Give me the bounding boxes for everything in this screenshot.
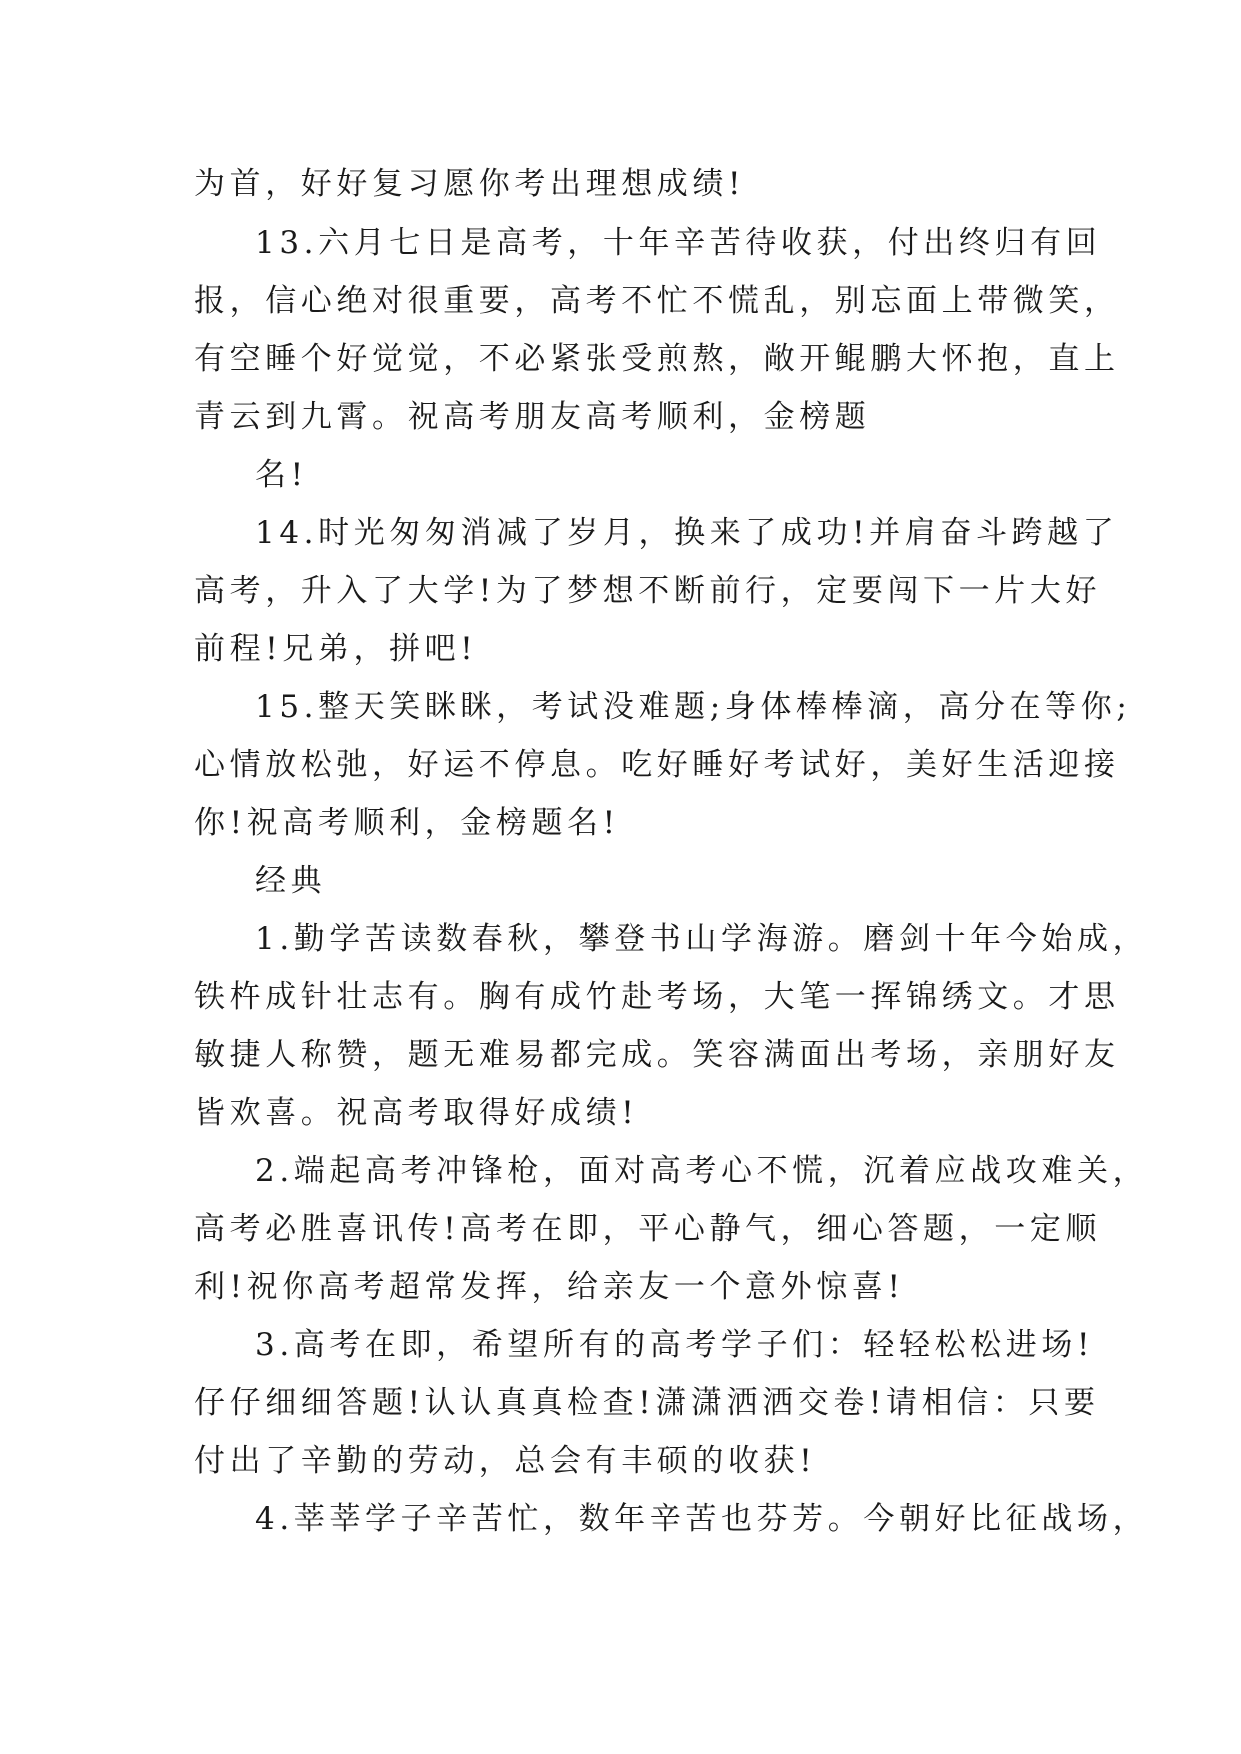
text-line: 高考，升入了大学!为了梦想不断前行，定要闯下一片大好 [194, 573, 1102, 609]
text-line: 为首，好好复习愿你考出理想成绩! [194, 166, 746, 202]
text-line: 前程!兄弟，拼吧! [194, 631, 478, 667]
text-line: 2.端起高考冲锋枪，面对高考心不慌，沉着应战攻难关， [255, 1153, 1149, 1189]
text-line: 4.莘莘学子辛苦忙，数年辛苦也芬芳。今朝好比征战场， [255, 1501, 1149, 1537]
text-line: 铁杵成针壮志有。胸有成竹赴考场，大笔一挥锦绣文。才思 [194, 979, 1120, 1015]
section-heading: 经典 [255, 863, 327, 899]
text-line: 报，信心绝对很重要，高考不忙不慌乱，别忘面上带微笑， [194, 283, 1120, 319]
text-line: 15.整天笑眯眯，考试没难题;身体棒棒滴，高分在等你; [255, 689, 1132, 725]
text-line: 1.勤学苦读数春秋，攀登书山学海游。磨剑十年今始成， [255, 921, 1149, 957]
text-line: 3.高考在即，希望所有的高考学子们：轻轻松松进场! [255, 1327, 1095, 1363]
text-line: 敏捷人称赞，题无难易都完成。笑容满面出考场，亲朋好友 [194, 1037, 1120, 1073]
text-line: 13.六月七日是高考，十年辛苦待收获，付出终归有回 [255, 225, 1102, 261]
text-line: 皆欢喜。祝高考取得好成绩! [194, 1095, 639, 1131]
text-line: 名! [255, 457, 308, 493]
text-line: 高考必胜喜讯传!高考在即，平心静气，细心答题，一定顺 [194, 1211, 1102, 1247]
text-line: 青云到九霄。祝高考朋友高考顺利，金榜题 [194, 399, 871, 435]
text-line: 你!祝高考顺利，金榜题名! [194, 805, 620, 841]
text-line: 14.时光匆匆消减了岁月，换来了成功!并肩奋斗跨越了 [255, 515, 1119, 551]
text-line: 有空睡个好觉觉，不必紧张受煎熬，敞开鲲鹏大怀抱，直上 [194, 341, 1120, 377]
text-line: 心情放松弛，好运不停息。吃好睡好考试好，美好生活迎接 [194, 747, 1120, 783]
text-line: 付出了辛勤的劳动，总会有丰硕的收获! [194, 1443, 817, 1479]
text-line: 利!祝你高考超常发挥，给亲友一个意外惊喜! [194, 1269, 905, 1305]
text-line: 仔仔细细答题!认认真真检查!潇潇洒洒交卷!请相信：只要 [194, 1385, 1100, 1421]
